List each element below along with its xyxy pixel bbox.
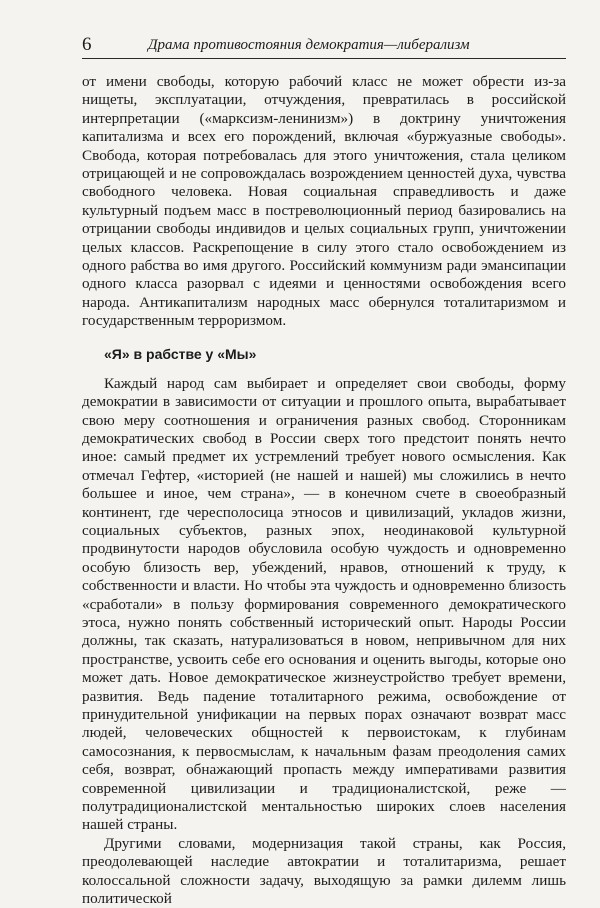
running-title: Драма противостояния демократия—либерализм [148, 37, 470, 53]
body-paragraph-1: от имени свободы, которую рабочий класс не может обрести из-за нищеты, эксплуатации, отчуждения, превратилась в российской интерпретации («марксизм-ленинизм») в доктрину уничтожения капитализма и всех его порождений, включая «буржуазные свободы». Свобода, которая потребовалась для этого уничтожения, стала целиком отрицающей и не сопровождалась возрождением ценностей духа, чувства свободного человека. Новая социальная справедливость и даже культурный подъем масс в постреволюционный период базировались на отрицании свободы индивидов и целых социальных групп, уничтожении целых классов. Раскрепощение в силу этого стало освобождением из одного рабства во имя другого. Российский коммунизм ради эмансипации одного класса разорвал с идеями и ценностями освобождения всего народа. Антикапитализм народных масс обернулся тоталитаризмом и государственным терроризмом. [82, 73, 566, 330]
running-head [82, 34, 566, 59]
body-paragraph-2: Каждый народ сам выбирает и определяет свои свободы, форму демократии в зависимости от ситуации и прошлого опыта, вырабатывает свою меру соотношения и ограничения разных свобод. Сторонникам демократических свобод в России сверх того предстоит понять нечто иное: самый предмет их устремлений требует нового осмысления. Как отмечал Гефтер, «историей (не нашей и нашей) мы сложились в нечто большее и иное, чем страна», — в конечном счете в своеобразный континент, где чересполосица этносов и цивилизаций, укладов жизни, социальных субъектов, разных эпох, неодинаковой культурной продвинутости народов обусловила особую чуждость и одновременно особую близость вер, убеждений, нравов, отношений к труду, к собственности и власти. Но чтобы эта чуждость и одновременно близость «сработали» в пользу формирования современного демократического этоса, нужно понять собственный исторический опыт. Народы России должны, так сказать, натурализоваться в новом, непривычном для них пространстве, усвоить себе его основания и оценить выгоды, которые оно может дать. Новое демократическое жизнеустройство требует времени, развития. Ведь падение тоталитарного режима, освобождение от принудительной унификации на первых порах означают возврат масс людей, человеческих общностей к первоистокам, к глубинам самосознания, к первосмыслам, к начальным фазам преодоления самих себя, возврат, обнажающий пропасть между императивами развития современной цивилизации и традиционалистской, реже — полутрадиционалистской ментальностью широких слоев населения нашей страны. [82, 374, 566, 834]
page-number: 6 [82, 34, 92, 55]
body-paragraph-3: Другими словами, модернизация такой страны, как Россия, преодолевающей наследие автократии и тоталитаризма, решает колоссальной сложности задачу, выходящую за рамки дилемм лишь политической [82, 834, 566, 908]
section-heading: «Я» в рабстве у «Мы» [104, 345, 257, 362]
